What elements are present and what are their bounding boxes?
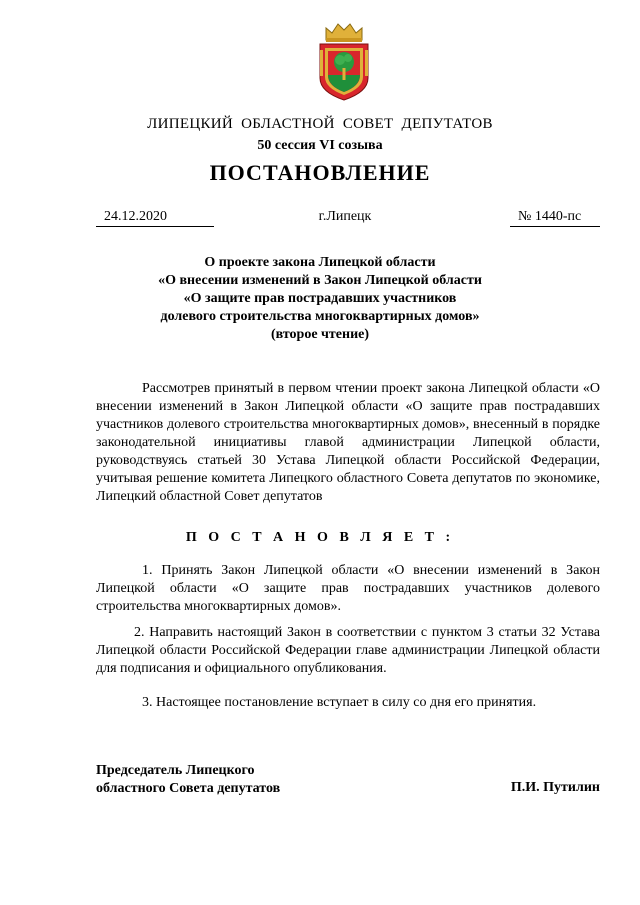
decree-heading: П О С Т А Н О В Л Я Е Т :	[185, 530, 455, 545]
subject-line: долевого строительства многоквартирных домов»	[160, 309, 480, 324]
signatory-name: П.И. Путилин	[510, 780, 600, 795]
document-type-title: ПОСТАНОВЛЕНИЕ	[209, 160, 431, 185]
session-label: 50 сессия VI созыва	[257, 138, 383, 153]
coat-of-arms-icon	[316, 20, 372, 102]
organization-name: ЛИПЕЦКИЙ ОБЛАСТНОЙ СОВЕТ ДЕПУТАТОВ	[147, 116, 493, 132]
signatory-title-line-2: областного Совета депутатов	[96, 781, 281, 796]
signatory-title-line-1: Председатель Липецкого	[96, 763, 255, 778]
subject-line: «О внесении изменений в Закон Липецкой области	[158, 273, 482, 288]
preamble-paragraph: Рассмотрев принятый в первом чтении проект закона Липецкой области «О внесении изменений в Закон Липецкой области «О защите прав пострадавших участников долевого строительства многоквартирных домов», внесенный в порядке законодательной инициативы главой администрации Липецкой области, руководствуясь статьей 30 Устава Липецкой области Российской Федерации, учитывая решение комитета Липецкого областного Совета депутатов по экономике, Липецкий областной Совет депутатов	[96, 381, 600, 504]
document-date: 24.12.2020	[96, 209, 214, 227]
document-city: г.Липецк	[318, 209, 372, 224]
subject-line: (второе чтение)	[270, 327, 370, 342]
subject-line: О проекте закона Липецкой области	[204, 255, 436, 270]
document-subject	[0, 254, 640, 344]
decree-item-3: 3. Настоящее постановление вступает в силу со дня его принятия.	[142, 695, 537, 710]
document-number: № 1440-пс	[510, 209, 600, 227]
subject-line: «О защите прав пострадавших участников	[183, 291, 457, 306]
decree-item-1: 1. Принять Закон Липецкой области «О внесении изменений в Закон Липецкой области «О защите прав пострадавших участников долевого строительства многоквартирных домов».	[96, 563, 600, 614]
decree-item-2: 2. Направить настоящий Закон в соответствии с пунктом 3 статьи 32 Устава Липецкой области Российской Федерации главе администрации Липецкой области для подписания и официального опубликования.	[96, 625, 600, 676]
signatory-title	[96, 762, 280, 798]
